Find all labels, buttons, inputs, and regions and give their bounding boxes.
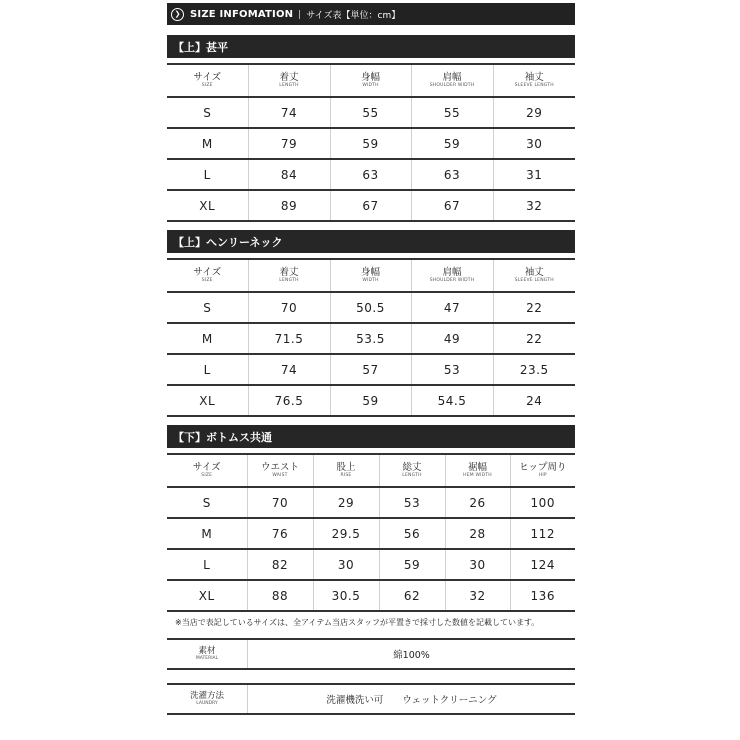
table-row [167, 354, 575, 385]
col-header-length: 着丈 LENGTH [248, 259, 330, 292]
table-cell: 22 [493, 292, 575, 323]
section-title-text: 【下】ボトムス共通 [173, 430, 272, 444]
table-cell: 63 [411, 159, 493, 190]
table-row [167, 97, 575, 128]
table-cell: XL [167, 190, 248, 221]
col-header-length: 総丈 LENGTH [379, 454, 445, 487]
table-cell: L [167, 159, 248, 190]
table-cell: 30.5 [313, 580, 379, 611]
table-row [167, 385, 575, 416]
size-info-title: SIZE INFOMATION [190, 8, 294, 20]
col-header-waist: ウエスト WAIST [247, 454, 313, 487]
table-cell: 112 [510, 518, 575, 549]
table-cell: 55 [330, 97, 411, 128]
table-cell: 59 [330, 385, 411, 416]
col-header-hem-width: 裾幅 HEM WIDTH [445, 454, 510, 487]
table-cell: 55 [411, 97, 493, 128]
col-header-shoulder: 肩幅 SHOULDER WIDTH [411, 64, 493, 97]
table-cell: 24 [493, 385, 575, 416]
table-cell: S [167, 487, 247, 518]
table-row [167, 128, 575, 159]
table-cell: 82 [247, 549, 313, 580]
table-cell: M [167, 323, 248, 354]
laundry-label [167, 685, 248, 713]
table-cell: 76.5 [248, 385, 330, 416]
laundry-row [167, 683, 575, 715]
table-cell: L [167, 549, 247, 580]
laundry-label-ja: 洗濯方法 [189, 691, 224, 701]
table-cell: 76 [247, 518, 313, 549]
table-cell: 47 [411, 292, 493, 323]
table-cell: 136 [510, 580, 575, 611]
table-cell: 30 [445, 549, 510, 580]
table-cell: 23.5 [493, 354, 575, 385]
table-cell: 59 [330, 128, 411, 159]
material-label [167, 640, 248, 668]
size-info-unit: サイズ表【単位：cm】 [306, 10, 401, 21]
table-cell: 54.5 [411, 385, 493, 416]
size-table-jinbei [167, 63, 575, 222]
table-cell: 70 [248, 292, 330, 323]
col-header-sleeve: 袖丈 SLEEVE LENGTH [493, 259, 575, 292]
table-cell: 53.5 [330, 323, 411, 354]
table-cell: 49 [411, 323, 493, 354]
table-row [167, 190, 575, 221]
material-label-en: MATERIAL [195, 656, 219, 661]
table-cell: XL [167, 580, 247, 611]
table-cell: 30 [313, 549, 379, 580]
table-cell: 29 [493, 97, 575, 128]
table-cell: 28 [445, 518, 510, 549]
size-info-header [167, 3, 575, 25]
col-header-hip: ヒップ周り HIP [510, 454, 575, 487]
table-cell: 30 [493, 128, 575, 159]
table-cell: 67 [330, 190, 411, 221]
table-cell: 88 [247, 580, 313, 611]
size-table-henley [167, 258, 575, 417]
table-row [167, 159, 575, 190]
col-header-width: 身幅 WIDTH [330, 64, 411, 97]
table-cell: 124 [510, 549, 575, 580]
table-cell: 50.5 [330, 292, 411, 323]
table-row [167, 580, 575, 611]
table-cell: M [167, 518, 247, 549]
laundry-value: 洗濯機洗い可 ウェットクリーニング [326, 695, 497, 706]
col-header-shoulder: 肩幅 SHOULDER WIDTH [411, 259, 493, 292]
table-cell: 62 [379, 580, 445, 611]
section-title-bottoms [167, 425, 575, 448]
col-header-size: サイズ SIZE [167, 64, 248, 97]
table-cell: 32 [445, 580, 510, 611]
col-header-sleeve: 袖丈 SLEEVE LENGTH [493, 64, 575, 97]
table-cell: S [167, 292, 248, 323]
table-cell: 53 [379, 487, 445, 518]
table-cell: 89 [248, 190, 330, 221]
material-label-ja: 素材 [198, 646, 216, 656]
table-row [167, 323, 575, 354]
col-header-size: サイズ SIZE [167, 259, 248, 292]
table-cell: 31 [493, 159, 575, 190]
table-cell: 74 [248, 97, 330, 128]
table-cell: 67 [411, 190, 493, 221]
table-cell: XL [167, 385, 248, 416]
section-title-henley [167, 230, 575, 253]
table-cell: 100 [510, 487, 575, 518]
table-cell: 32 [493, 190, 575, 221]
section-title-jinbei [167, 35, 575, 58]
col-header-width: 身幅 WIDTH [330, 259, 411, 292]
table-cell: 59 [379, 549, 445, 580]
laundry-label-en: LAUNDRY [196, 701, 218, 706]
measurement-note: ※当店で表記しているサイズは、全アイテム当店スタッフが平置きで採寸した数値を記載しています。 [175, 618, 540, 627]
section-title-text: 【上】ヘンリーネック [173, 235, 283, 249]
size-table-bottoms [167, 453, 575, 612]
table-cell: 26 [445, 487, 510, 518]
table-cell: 22 [493, 323, 575, 354]
table-cell: 59 [411, 128, 493, 159]
table-cell: L [167, 354, 248, 385]
table-cell: 57 [330, 354, 411, 385]
table-cell: S [167, 97, 248, 128]
table-cell: 29 [313, 487, 379, 518]
table-cell: 74 [248, 354, 330, 385]
table-row [167, 518, 575, 549]
material-value: 綿100% [393, 650, 430, 661]
table-header-row [167, 454, 575, 487]
table-cell: 70 [247, 487, 313, 518]
table-row [167, 487, 575, 518]
table-header-row [167, 64, 575, 97]
material-row [167, 638, 575, 670]
col-header-size: サイズ SIZE [167, 454, 247, 487]
table-cell: 84 [248, 159, 330, 190]
table-cell: 63 [330, 159, 411, 190]
table-cell: 79 [248, 128, 330, 159]
section-title-text: 【上】甚平 [173, 40, 228, 54]
chevron-right-icon: ❯ [171, 8, 184, 21]
header-divider [299, 10, 300, 19]
table-cell: 53 [411, 354, 493, 385]
table-cell: 56 [379, 518, 445, 549]
table-row [167, 549, 575, 580]
col-header-rise: 股上 RISE [313, 454, 379, 487]
table-cell: M [167, 128, 248, 159]
table-header-row [167, 259, 575, 292]
col-header-length: 着丈 LENGTH [248, 64, 330, 97]
table-row [167, 292, 575, 323]
table-cell: 29.5 [313, 518, 379, 549]
table-cell: 71.5 [248, 323, 330, 354]
